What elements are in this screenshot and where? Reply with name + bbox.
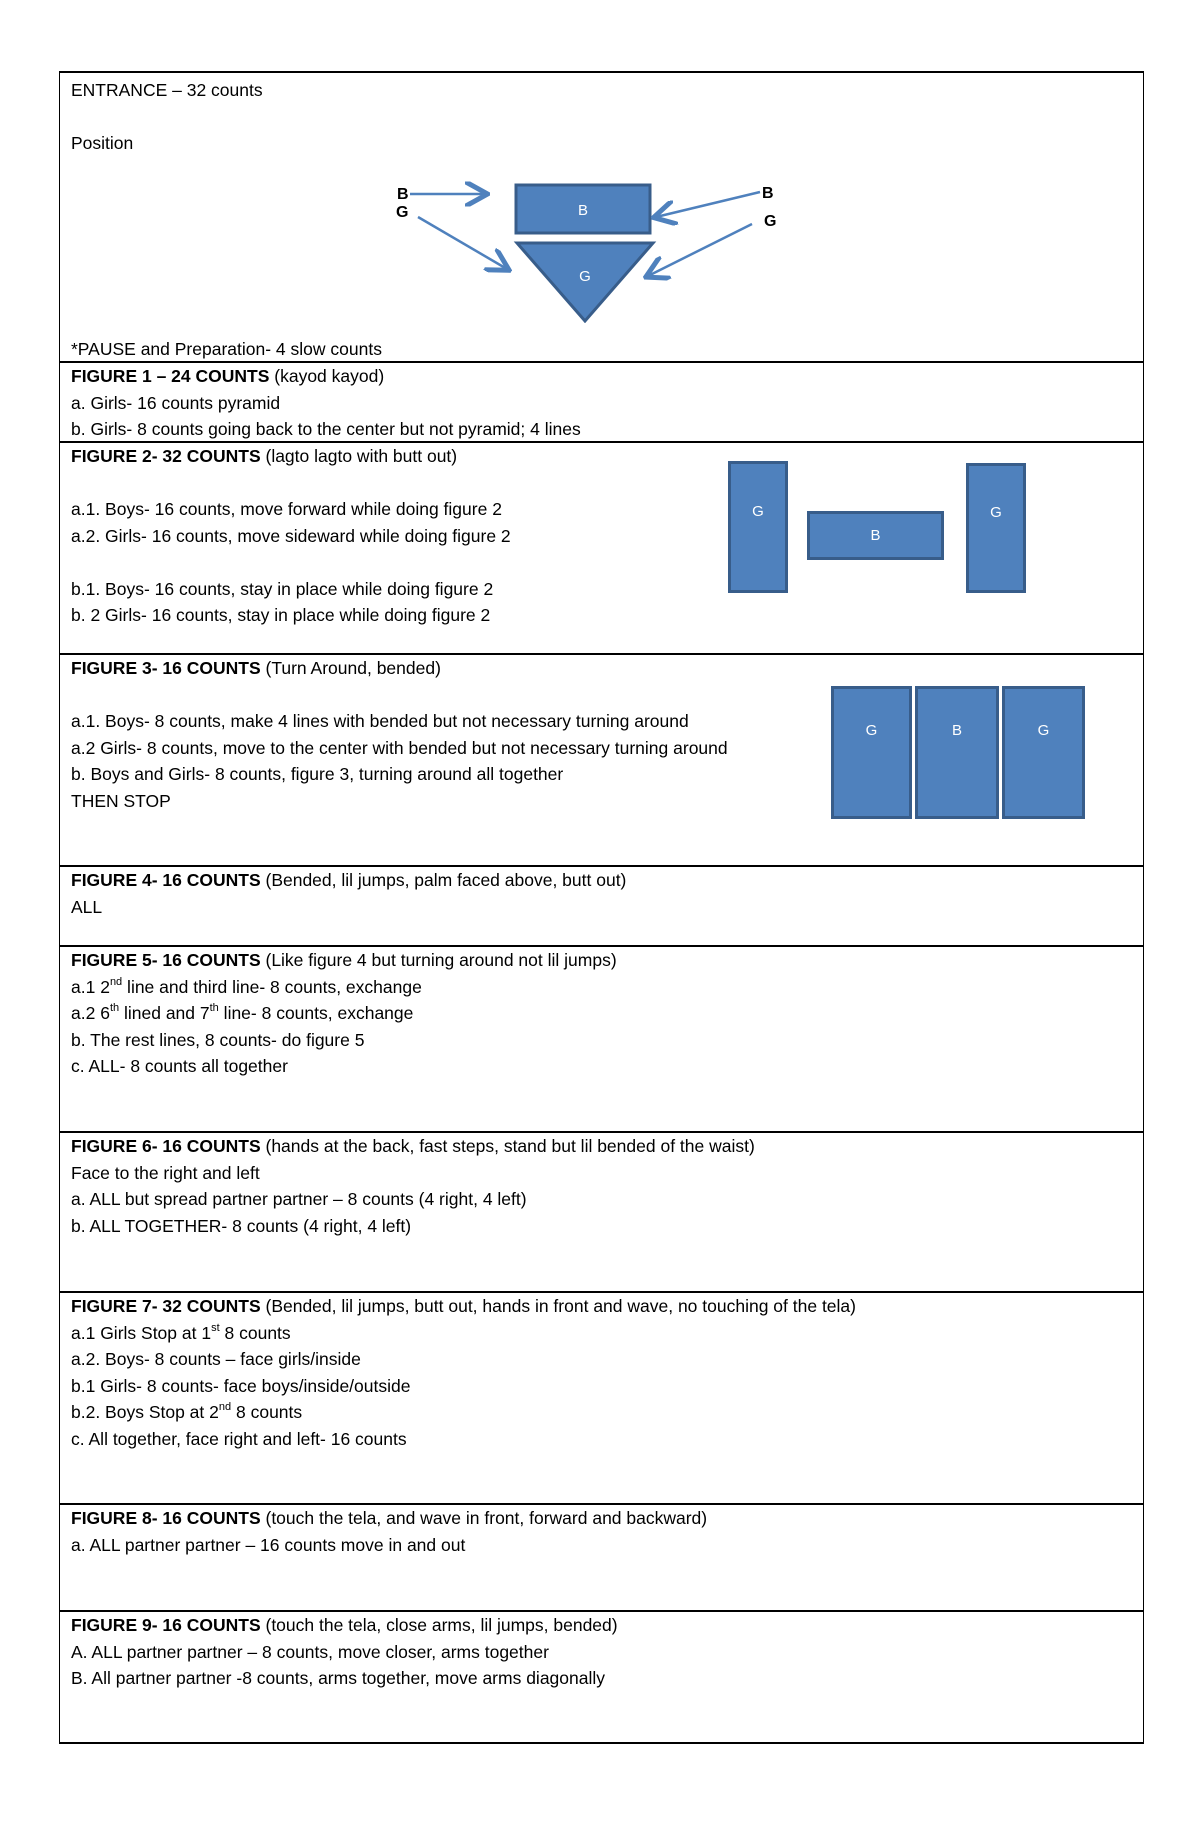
- figure5-a2-pre: a.2 6: [71, 1003, 110, 1023]
- right-g-label: G: [764, 213, 777, 230]
- figure9-line-b: B. All partner partner -8 counts, arms together, move arms diagonally: [71, 1668, 606, 1688]
- figure1-line-b: b. Girls- 8 counts going back to the center but not pyramid; 4 lines: [71, 419, 581, 439]
- figure7-section: [60, 1291, 1143, 1503]
- figure2-box-g-left: G: [728, 461, 788, 593]
- figure5-a2-post: line- 8 counts, exchange: [218, 1003, 414, 1023]
- figure5-a1-pre: a.1 2: [71, 976, 110, 997]
- figure7-a1-sup: st: [211, 1321, 220, 1334]
- figure7-heading: FIGURE 7- 32 COUNTS: [71, 1296, 261, 1316]
- figure2-line-a1: a.1. Boys- 16 counts, move forward while doing figure 2: [71, 499, 502, 519]
- figure3-heading: FIGURE 3- 16 COUNTS: [71, 658, 261, 678]
- position-label: Position: [71, 133, 134, 153]
- figure8-section: [60, 1503, 1143, 1610]
- figure6-line-face: Face to the right and left: [71, 1162, 260, 1183]
- figure6-header: [71, 1133, 1143, 1160]
- figure7-line-b1: b.1 Girls- 8 counts- face boys/inside/outside: [71, 1375, 411, 1396]
- figure7-a1-post: 8 counts: [219, 1322, 291, 1343]
- figure4-line-all: ALL: [71, 896, 103, 917]
- figure5-a1-sup: nd: [109, 975, 123, 988]
- figure2-line-a2: a.2. Girls- 16 counts, move sideward while doing figure 2: [71, 525, 511, 546]
- figure1-line-a: a. Girls- 16 counts pyramid: [71, 392, 281, 413]
- figure9-header: [71, 1612, 1143, 1639]
- arrow-right-top: [656, 192, 760, 217]
- figure5-line-a2: [71, 1000, 1143, 1027]
- figure7-header: [71, 1293, 1143, 1320]
- figure4-heading: FIGURE 4- 16 COUNTS: [71, 870, 261, 890]
- figure7-b2-pre: b.2. Boys Stop at 2: [71, 1402, 219, 1422]
- figure2-note: (lagto lagto with butt out): [260, 446, 458, 466]
- figure7-line-b2: [71, 1399, 1143, 1426]
- figure1-header: [71, 363, 1143, 390]
- figure5-a1-post: line and third line- 8 counts, exchange: [122, 976, 422, 997]
- figure4-note: (Bended, lil jumps, palm faced above, butt out): [260, 870, 627, 890]
- figure5-heading: FIGURE 5- 16 COUNTS: [71, 950, 261, 970]
- figure5-a2-sup2: th: [209, 1002, 219, 1015]
- figure5-line-c: c. ALL- 8 counts all together: [71, 1056, 288, 1076]
- figure1-note: (kayod kayod): [269, 366, 385, 386]
- figure2-line-b1: b.1. Boys- 16 counts, stay in place while doing figure 2: [71, 578, 494, 599]
- figure6-note: (hands at the back, fast steps, stand but lil bended of the waist): [260, 1136, 755, 1156]
- left-b-label: B: [397, 186, 409, 203]
- figure7-line-c: c. All together, face right and left- 16 counts: [71, 1428, 407, 1449]
- figure5-line-b: b. The rest lines, 8 counts- do figure 5: [71, 1029, 365, 1050]
- figure3-box-g-right: G: [1002, 686, 1085, 819]
- figure6-line-a: a. ALL but spread partner partner – 8 counts (4 right, 4 left): [71, 1189, 527, 1209]
- figure3-line-stop: THEN STOP: [71, 790, 171, 811]
- arrow-left-bottom: [418, 217, 507, 269]
- figure3-line-b: b. Boys and Girls- 8 counts, figure 3, turning around all together: [71, 764, 564, 784]
- entrance-section: [60, 71, 1143, 361]
- entrance-title: ENTRANCE – 32 counts: [71, 80, 263, 100]
- figure7-a1-pre: a.1 Girls Stop at 1: [71, 1322, 212, 1343]
- right-b-label: B: [762, 185, 774, 202]
- figure2-line-b2: b. 2 Girls- 16 counts, stay in place while doing figure 2: [71, 605, 491, 625]
- figure4-header: [71, 867, 1143, 894]
- figure5-line-a1: [71, 974, 1143, 1001]
- figure9-section: [60, 1610, 1143, 1744]
- entrance-pause: *PAUSE and Preparation- 4 slow counts: [71, 339, 382, 359]
- choreography-sheet: [59, 71, 1144, 1744]
- figure3-box-g-left: G: [831, 686, 912, 819]
- figure3-line-a1: a.1. Boys- 8 counts, make 4 lines with bended but not necessary turning around: [71, 711, 689, 731]
- figure7-b2-sup: nd: [218, 1401, 232, 1414]
- figure6-heading: FIGURE 6- 16 COUNTS: [71, 1136, 261, 1156]
- figure1-heading: FIGURE 1 – 24 COUNTS: [71, 366, 270, 386]
- figure3-line-a2: a.2 Girls- 8 counts, move to the center with bended but not necessary turning around: [71, 737, 728, 758]
- figure9-heading: FIGURE 9- 16 COUNTS: [71, 1615, 261, 1635]
- figure2-heading: FIGURE 2- 32 COUNTS: [71, 446, 261, 466]
- figure5-a2-mid: lined and 7: [119, 1003, 210, 1023]
- figure8-header: [71, 1505, 1143, 1532]
- figure5-section: [60, 945, 1143, 1131]
- figure4-section: [60, 865, 1143, 945]
- figure5-a2-sup: th: [109, 1002, 120, 1015]
- figure3-note: (Turn Around, bended): [260, 658, 441, 678]
- rect-b-label: B: [577, 202, 589, 219]
- figure8-heading: FIGURE 8- 16 COUNTS: [71, 1508, 261, 1528]
- figure8-line-a: a. ALL partner partner – 16 counts move in and out: [71, 1534, 466, 1555]
- figure3-header: [71, 655, 1143, 682]
- figure1-section: [60, 361, 1143, 441]
- figure3-section: [60, 653, 1143, 865]
- figure2-box-b: B: [807, 511, 944, 560]
- figure5-note: (Like figure 4 but turning around not lil jumps): [260, 950, 617, 970]
- figure8-note: (touch the tela, and wave in front, forward and backward): [260, 1508, 708, 1528]
- figure7-b2-post: 8 counts: [231, 1402, 303, 1422]
- arrow-right-bottom: [648, 224, 752, 276]
- left-g-label: G: [396, 204, 409, 221]
- figure2-box-g-right: G: [966, 463, 1026, 593]
- triangle-g-label: G: [579, 268, 591, 285]
- figure9-note: (touch the tela, close arms, lil jumps, bended): [260, 1615, 618, 1635]
- entrance-diagram: [360, 173, 840, 323]
- figure6-line-b: b. ALL TOGETHER- 8 counts (4 right, 4 left): [71, 1215, 412, 1236]
- figure7-line-a1: [71, 1320, 1143, 1347]
- figure7-note: (Bended, lil jumps, butt out, hands in front and wave, no touching of the tela): [260, 1296, 856, 1316]
- figure6-section: [60, 1131, 1143, 1291]
- figure7-line-a2: a.2. Boys- 8 counts – face girls/inside: [71, 1349, 361, 1369]
- figure9-line-a: A. ALL partner partner – 8 counts, move closer, arms together: [71, 1641, 549, 1662]
- figure2-section: [60, 441, 1143, 653]
- figure3-box-b: B: [915, 686, 999, 819]
- figure5-header: [71, 947, 1143, 974]
